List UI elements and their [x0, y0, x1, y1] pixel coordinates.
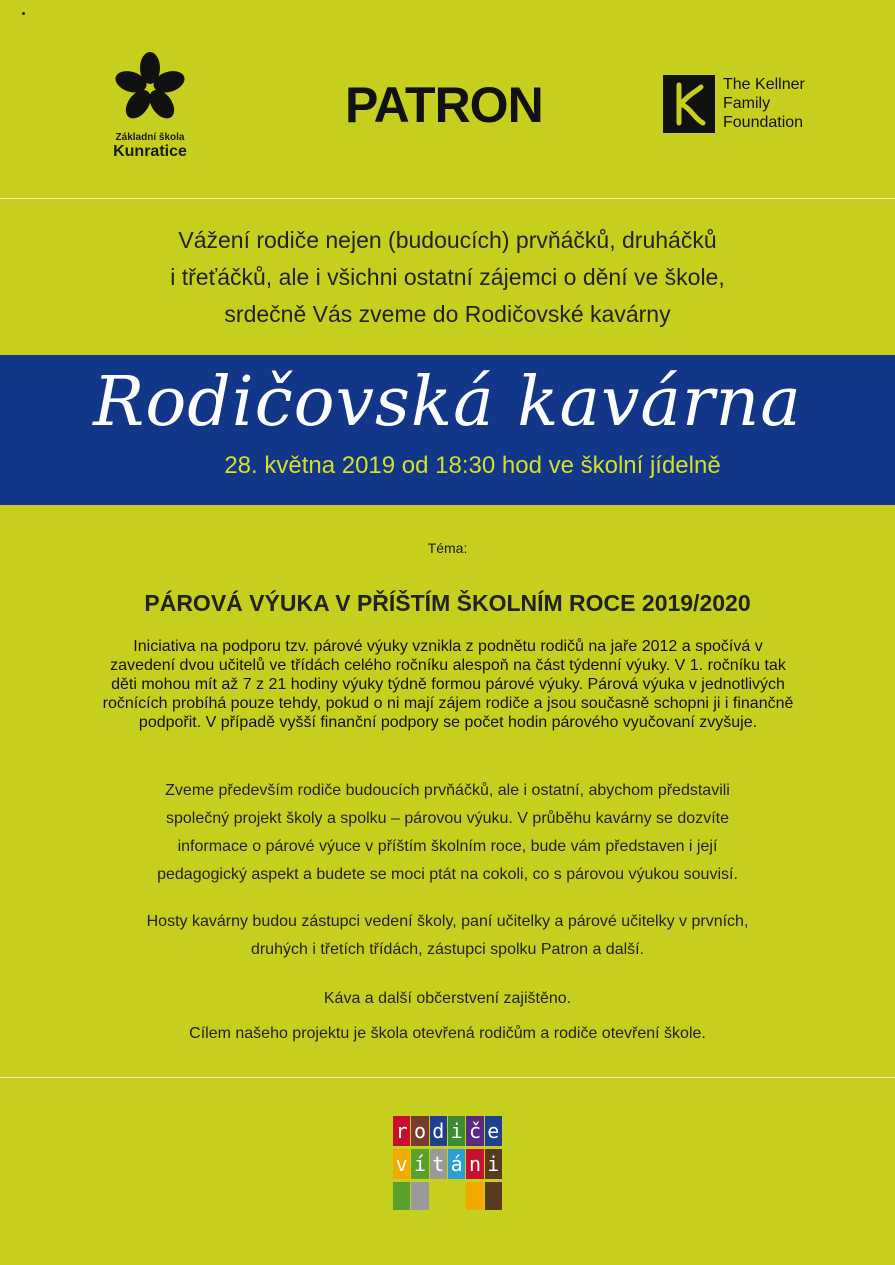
paragraph-line: zavedení dvou učitelů ve třídách celého ročníku alespoň na část týdenní výuky. V 1. ročníku tak: [110, 657, 786, 674]
invite-paragraph: [100, 777, 795, 889]
intro-paragraph: [48, 637, 848, 732]
patron-logo: PATRON: [345, 77, 543, 133]
rodice-vitani-logo: [393, 1116, 503, 1210]
paragraph-line: podpořit. V případě vyšší finanční podpory se počet hodin párového vyučovaní zvyšuje.: [138, 714, 758, 731]
paragraph-line: Iniciativa na podporu tzv. párové výuky vznikla z podnětu rodičů na jaře 2012 a spočívá v: [133, 638, 763, 655]
school-name-small: Základní škola: [115, 132, 185, 143]
logo-bar: [411, 1182, 428, 1210]
paragraph-line: ročnících probíhá pouze tehdy, pokud o ni mají zájem rodiče a jsou současně schopni ji i finančně: [102, 695, 794, 712]
topic-label: Téma:: [427, 540, 468, 556]
divider: [0, 1077, 895, 1078]
divider: [0, 198, 895, 199]
logo-letter: i: [485, 1149, 502, 1179]
logo-bar: [393, 1182, 410, 1210]
event-title: Rodičovská kavárna: [93, 363, 802, 442]
logo-letter: á: [448, 1149, 465, 1179]
logo-bar: [430, 1182, 447, 1210]
logo-letter: t: [430, 1149, 447, 1179]
logo-bar: [466, 1182, 483, 1210]
school-name-big: Kunratice: [113, 143, 187, 160]
kellner-k-icon: [663, 75, 715, 133]
topic-heading: PÁROVÁ VÝUKA V PŘÍŠTÍM ŠKOLNÍM ROCE 2019/2020: [144, 590, 751, 616]
paragraph-line: informace o párové výuce v příštím školním roce, bude vám představen i její: [177, 838, 718, 855]
pinwheel-flower-icon: [110, 48, 190, 128]
logo-bars: [393, 1182, 503, 1210]
project-goal-line: Cílem našeho projektu je škola otevřená rodičům a rodiče otevření škole.: [189, 1025, 706, 1042]
refreshments-line: Káva a další občerstvení zajištěno.: [323, 990, 572, 1007]
logo-header: [0, 0, 895, 198]
guests-paragraph: [70, 908, 825, 964]
school-logo: [100, 48, 200, 161]
kellner-foundation-logo: [663, 75, 805, 133]
invitation-text: [0, 222, 895, 333]
event-date: 28. května 2019 od 18:30 hod ve školní jídelně: [224, 452, 721, 479]
logo-bar: [485, 1182, 502, 1210]
logo-letter: e: [485, 1116, 502, 1146]
logo-letter: o: [411, 1116, 428, 1146]
kellner-foundation-name: [723, 75, 805, 132]
logo-row-rodice: [393, 1116, 503, 1146]
paragraph-line: Hosty kavárny budou zástupci vedení školy, paní učitelky a párové učitelky v prvních,: [146, 913, 749, 930]
kellner-line: Foundation: [723, 114, 804, 131]
logo-letter: č: [466, 1116, 483, 1146]
logo-row-vitani: [393, 1149, 503, 1179]
invitation-line: srdečně Vás zveme do Rodičovské kavárny: [224, 301, 671, 327]
invitation-line: i třeťáčků, ale i všichni ostatní zájemci o dění ve škole,: [170, 264, 725, 290]
logo-letter: i: [448, 1116, 465, 1146]
paragraph-line: druhých i třetích třídách, zástupci spolku Patron a další.: [250, 941, 645, 958]
logo-letter: í: [411, 1149, 428, 1179]
kellner-line: The Kellner: [723, 76, 805, 93]
event-banner: [0, 355, 895, 505]
kellner-line: Family: [723, 95, 771, 112]
paragraph-line: společný projekt školy a spolku – párovou výuku. V průběhu kavárny se dozvíte: [166, 810, 729, 827]
logo-letter: v: [393, 1149, 410, 1179]
paragraph-line: Zveme především rodiče budoucích prvňáčků, ale i ostatní, abychom představili: [165, 782, 730, 799]
logo-letter: n: [466, 1149, 483, 1179]
logo-bar: [448, 1182, 465, 1210]
logo-letter: d: [430, 1116, 447, 1146]
invitation-line: Vážení rodiče nejen (budoucích) prvňáčků, druháčků: [178, 227, 717, 253]
paragraph-line: pedagogický aspekt a budete se moci ptát na cokoli, co s párovou výukou souvisí.: [157, 866, 738, 883]
logo-letter: r: [393, 1116, 410, 1146]
paragraph-line: děti mohou mít až 7 z 21 hodiny výuky týdně formou párové výuky. Párová výuka v jednotlivých: [111, 676, 785, 693]
